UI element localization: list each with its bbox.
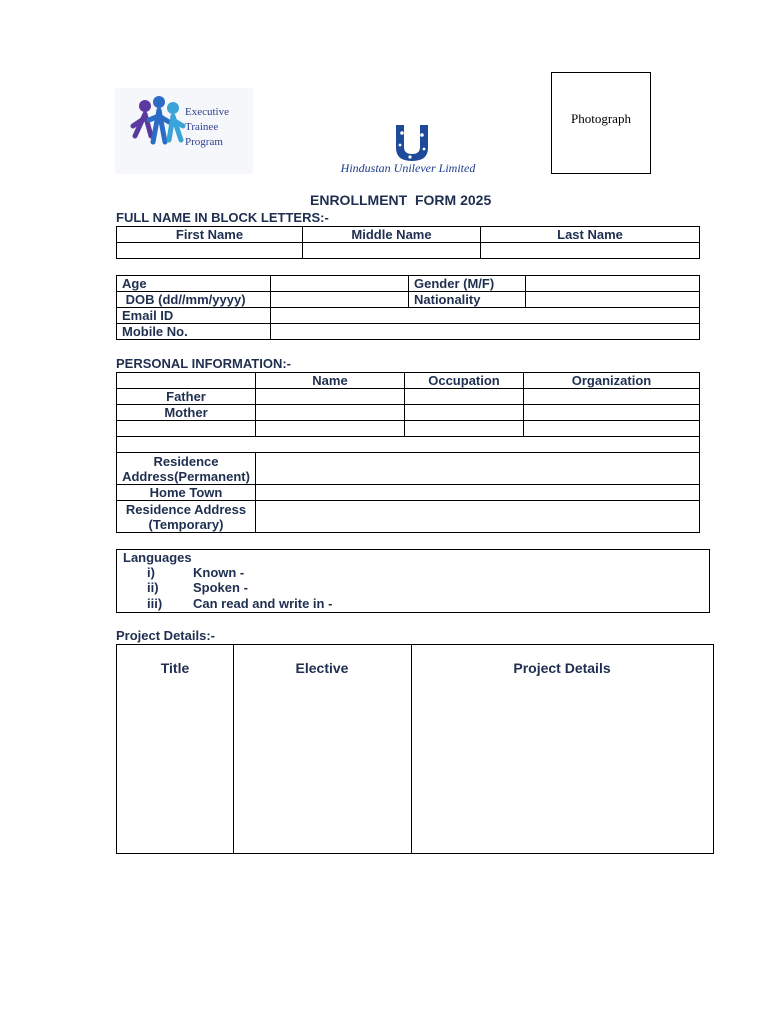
form-title: ENROLLMENT FORM 2025 <box>310 192 492 208</box>
email-label: Email ID <box>117 308 271 324</box>
project-details-header: Project Details <box>513 660 611 676</box>
last-name-field[interactable] <box>481 243 700 259</box>
organization-header: Organization <box>524 373 700 389</box>
residence-temporary-label: Residence Address (Temporary) <box>117 501 256 533</box>
mother-label: Mother <box>117 405 256 421</box>
dob-field[interactable] <box>271 292 409 308</box>
first-name-field[interactable] <box>117 243 303 259</box>
hul-logo <box>326 123 490 179</box>
company-name: Hindustan Unilever Limited <box>340 161 476 175</box>
basic-info-table <box>116 275 700 340</box>
mobile-label: Mobile No. <box>117 324 271 340</box>
personal-info-table <box>116 372 700 533</box>
father-occupation-field[interactable] <box>405 389 524 405</box>
language-read-write[interactable]: Can read and write in - <box>193 596 333 611</box>
father-organization-field[interactable] <box>524 389 700 405</box>
personal-info-label: PERSONAL INFORMATION:- <box>116 356 292 371</box>
logo-line-1: Executive <box>185 106 229 118</box>
gender-field[interactable] <box>526 276 700 292</box>
elective-header: Elective <box>295 660 349 676</box>
project-details-table <box>116 644 714 854</box>
nationality-field[interactable] <box>526 292 700 308</box>
age-label: Age <box>117 276 271 292</box>
home-town-field[interactable] <box>256 485 700 501</box>
name-header: Name <box>256 373 405 389</box>
people-figures-icon <box>125 96 189 160</box>
full-name-label: FULL NAME IN BLOCK LETTERS:- <box>116 210 329 225</box>
age-field[interactable] <box>271 276 409 292</box>
unilever-u-icon <box>392 123 432 163</box>
first-name-header: First Name <box>117 227 303 243</box>
logo-line-3: Program <box>185 136 223 148</box>
middle-name-header: Middle Name <box>303 227 481 243</box>
photograph-label: Photograph <box>571 111 631 126</box>
residence-permanent-label: Residence Address(Permanent) <box>117 453 256 485</box>
photograph-box <box>551 72 651 174</box>
project-details-label: Project Details:- <box>116 628 215 643</box>
language-item-num: ii) <box>147 580 159 595</box>
father-name-field[interactable] <box>256 389 405 405</box>
logo-line-2: Trainee <box>185 121 219 133</box>
language-item-num: iii) <box>147 596 163 611</box>
languages-label: Languages <box>123 550 192 565</box>
full-name-table <box>116 226 700 259</box>
residence-permanent-field[interactable] <box>256 453 700 485</box>
dob-label: DOB (dd//mm/yyyy) <box>117 292 271 308</box>
language-spoken[interactable]: Spoken - <box>193 580 248 595</box>
last-name-header: Last Name <box>481 227 700 243</box>
mobile-field[interactable] <box>271 324 700 340</box>
title-header: Title <box>160 660 190 676</box>
executive-trainee-logo <box>115 88 253 174</box>
nationality-label: Nationality <box>409 292 526 308</box>
email-field[interactable] <box>271 308 700 324</box>
language-known[interactable]: Known - <box>193 565 245 580</box>
occupation-header: Occupation <box>405 373 524 389</box>
languages-box <box>116 549 710 613</box>
mother-organization-field[interactable] <box>524 405 700 421</box>
mother-occupation-field[interactable] <box>405 405 524 421</box>
father-label: Father <box>117 389 256 405</box>
middle-name-field[interactable] <box>303 243 481 259</box>
gender-label: Gender (M/F) <box>409 276 526 292</box>
home-town-label: Home Town <box>117 485 256 501</box>
residence-temporary-field[interactable] <box>256 501 700 533</box>
mother-name-field[interactable] <box>256 405 405 421</box>
language-item-num: i) <box>147 565 155 580</box>
